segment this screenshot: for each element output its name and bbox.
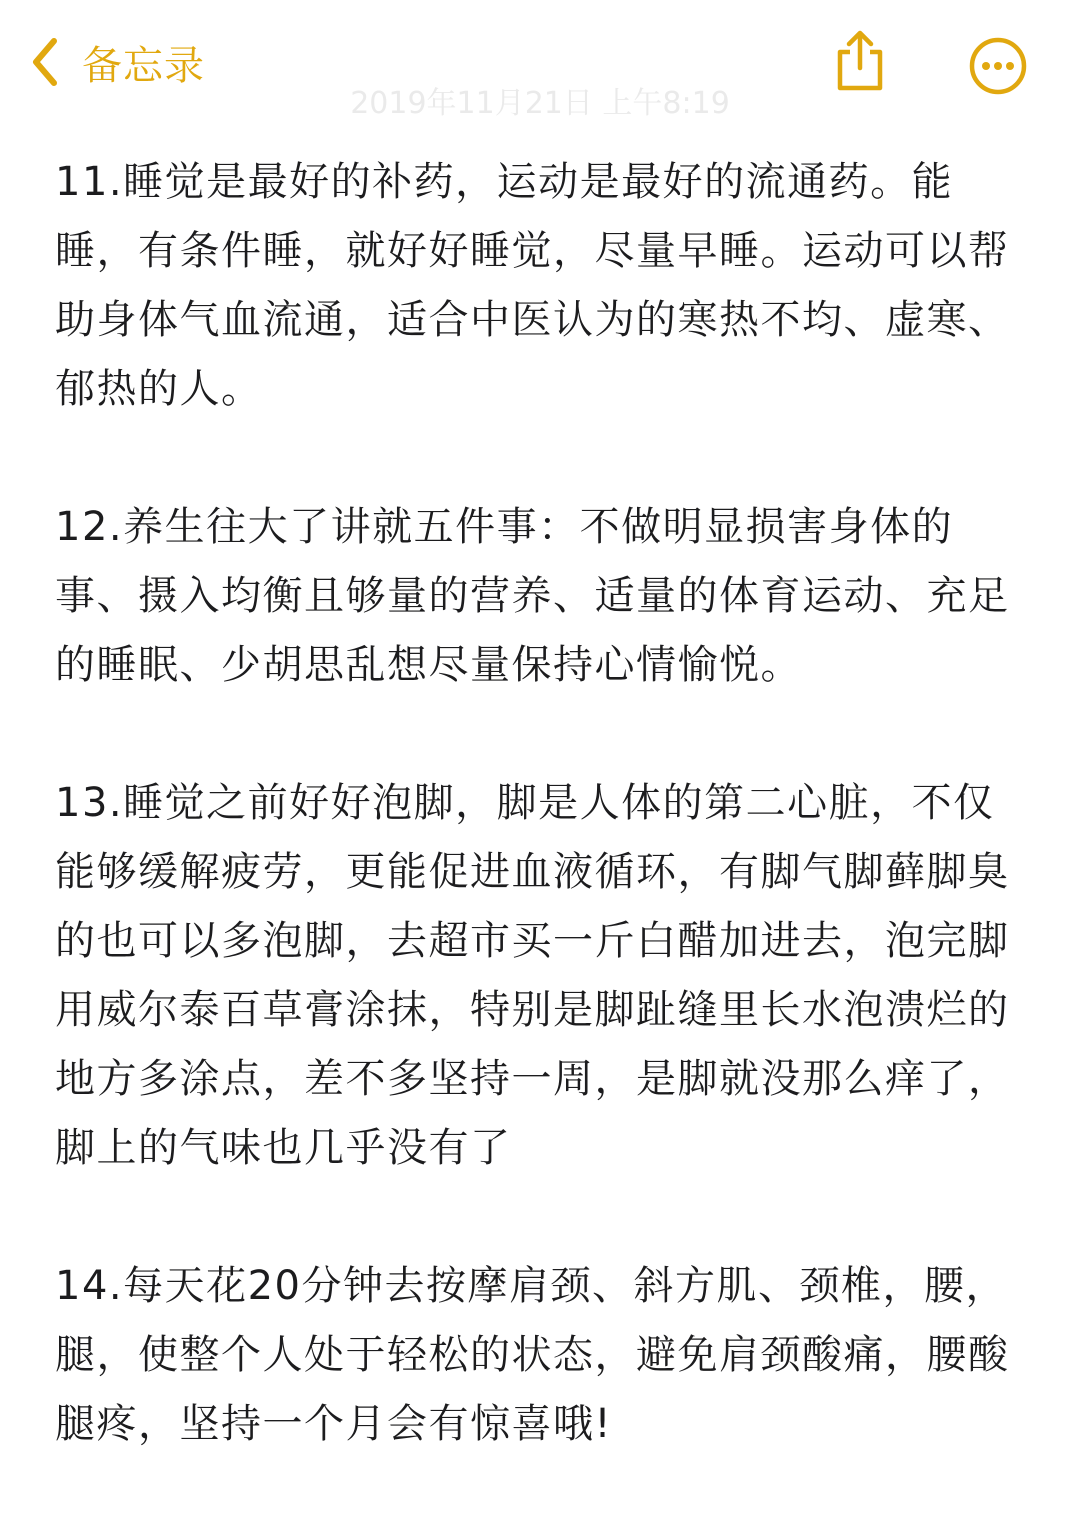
note-paragraph: 13.睡觉之前好好泡脚，脚是人体的第二心脏，不仅能够缓解疲劳，更能促进血液循环，有脚气脚藓脚臭的也可以多泡脚，去超市买一斤白醋加进去，泡完脚用威尔泰百草膏涂抹，特别是脚趾缝里长水泡溃烂的地方多涂点，差不多坚持一周，是脚就没那么痒了，脚上的气味也几乎没有了 — [55, 780, 1010, 1171]
back-label: 备忘录 — [82, 42, 205, 89]
note-date: 2019年11月21日 上午8:19 — [350, 86, 730, 121]
note-paragraph: 11.睡觉是最好的补药，运动是最好的流通药。能睡，有条件睡，就好好睡觉，尽量早睡。运动可以帮助身体气血流通，适合中医认为的寒热不均、虚寒、郁热的人。 — [55, 159, 1010, 412]
note-paragraph: 12.养生往大了讲就五件事：不做明显损害身体的事、摄入均衡且够量的营养、适量的体育运动、充足的睡眠、少胡思乱想尽量保持心情愉悦。 — [55, 504, 1010, 688]
note-paragraph: 14.每天花20分钟去按摩肩颈、斜方肌、颈椎，腰，腿，使整个人处于轻松的状态，避免肩颈酸痛，腰酸腿疼，坚持一个月会有惊喜哦! — [55, 1263, 1010, 1447]
note-body[interactable] — [55, 148, 1030, 1528]
